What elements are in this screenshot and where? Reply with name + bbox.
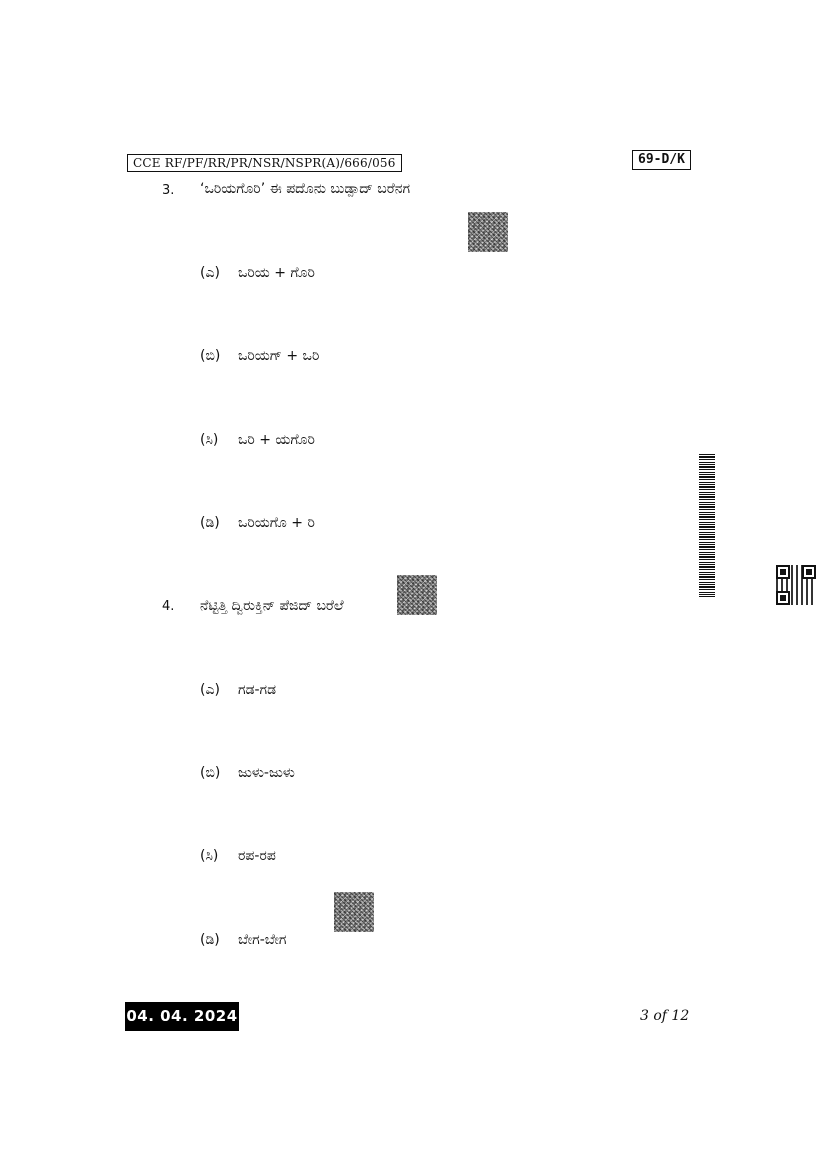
option-label: (ಡಿ) [200,515,220,531]
qr-finder [802,565,816,579]
question-3-option-c [200,431,315,449]
noise-pattern-icon [334,892,374,932]
exam-date: 04. 04. 2024 [125,1002,239,1031]
qr-finder [776,565,790,579]
option-text: ಒರಿಯ + ಗೊರಿ [238,265,315,281]
question-4-option-a [200,681,276,699]
question-4-option-b [200,764,295,782]
option-text: ಬೇಗ-ಬೇಗ [238,932,287,948]
question-3-text: ‘ಒರಿಯಗೊರಿ’ ಈ ಪದೊನು ಬುಡ್ಪಾದ್ ಬರೆನಗ [200,181,411,197]
option-text: ಒರಿಯಗ್ + ಒರಿ [238,348,320,364]
noise-pattern-icon [468,212,508,252]
question-3-option-b [200,347,319,365]
noise-pattern-icon [397,575,437,615]
question-4-option-c [200,847,276,865]
option-label: (ಬಿ) [200,348,221,364]
question-3-number: 3. [162,183,175,198]
option-label: (ಎ) [200,682,220,698]
option-label: (ಡಿ) [200,932,220,948]
option-text: ಒರಿ + ಯಗೊರಿ [238,432,315,448]
qr-code-icon [776,565,816,605]
paper-code: 69-D/K [632,150,691,170]
option-text: ಗಡ-ಗಡ [238,682,277,698]
question-4-number: 4. [162,599,175,614]
option-label: (ಸಿ) [200,432,219,448]
exam-code: CCE RF/PF/RR/PR/NSR/NSPR(A)/666/056 [127,154,402,172]
question-4-option-d [200,931,287,949]
option-text: ಜುಳು-ಜುಳು [238,765,295,781]
option-label: (ಬಿ) [200,765,221,781]
qr-finder [776,591,790,605]
option-label: (ಸಿ) [200,848,219,864]
question-4-text: ನೆಟ್ಟಿತ್ತಿ ದ್ವಿರುಕ್ತಿನ್ ಪೆಜಿದ್ ಬರೆಲೆ [200,598,344,614]
page-number: 3 of 12 [640,1008,690,1024]
option-text: ಒರಿಯಗೊ + ರಿ [238,515,315,531]
barcode-icon [699,454,715,597]
option-label: (ಎ) [200,265,220,281]
question-3-option-d [200,514,315,532]
question-3-option-a [200,264,315,282]
option-text: ರಪ-ರಪ [238,848,276,864]
